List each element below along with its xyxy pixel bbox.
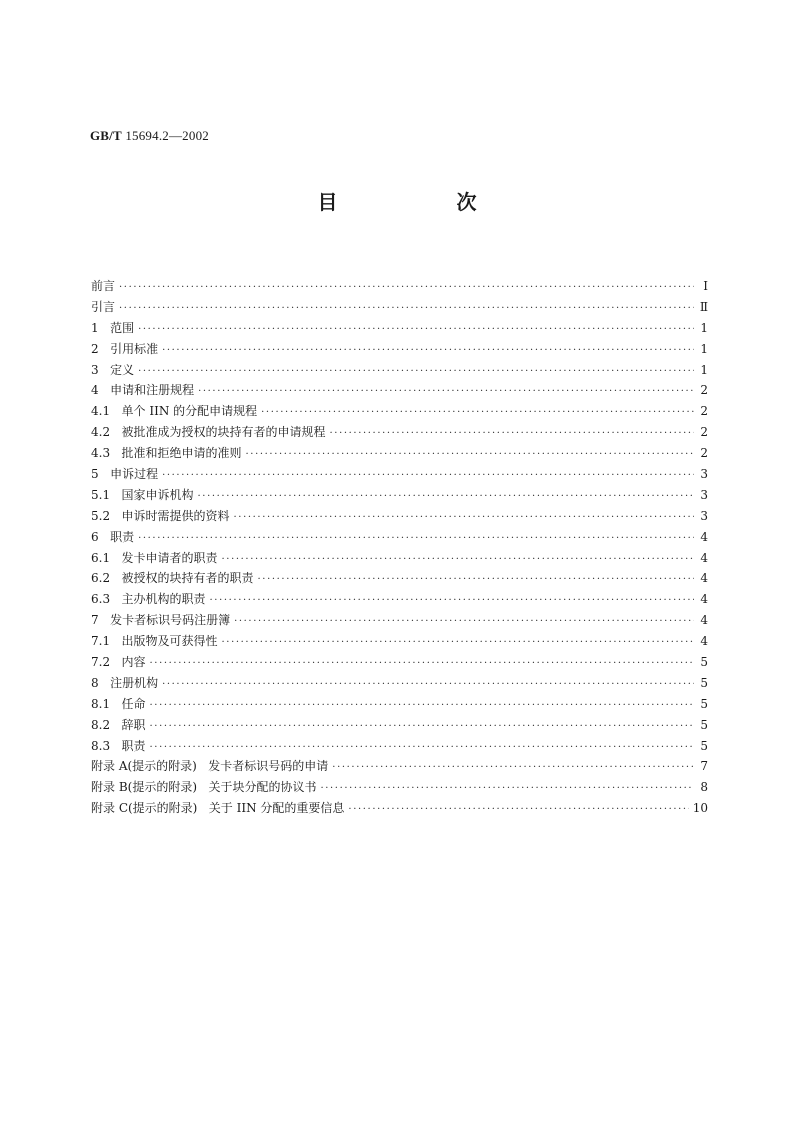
toc-entry-page: 4 bbox=[700, 592, 708, 607]
table-of-contents bbox=[91, 276, 708, 819]
standard-prefix: GB/T bbox=[90, 128, 122, 143]
toc-entry-label: 附录 B(提示的附录) 关于块分配的协议书 bbox=[91, 780, 317, 795]
toc-entry[interactable] bbox=[91, 485, 708, 506]
toc-entry-label: 7.1 出版物及可获得性 bbox=[91, 634, 218, 649]
toc-leader-dots bbox=[222, 550, 694, 571]
toc-entry-page: 4 bbox=[700, 634, 708, 649]
standard-number: 15694.2—2002 bbox=[125, 128, 209, 143]
toc-entry-label: 2 引用标准 bbox=[91, 341, 159, 356]
toc-entry-label: 6.2 被授权的块持有者的职责 bbox=[91, 571, 254, 586]
toc-leader-dots bbox=[258, 570, 694, 591]
toc-leader-dots bbox=[150, 696, 694, 717]
toc-entry-page: 5 bbox=[700, 738, 708, 753]
toc-leader-dots bbox=[222, 633, 694, 654]
toc-leader-dots bbox=[150, 738, 694, 759]
toc-leader-dots bbox=[119, 299, 694, 320]
toc-entry-label: 4 申请和注册规程 bbox=[91, 383, 195, 398]
toc-entry-label: 附录 A(提示的附录) 发卡者标识号码的申请 bbox=[91, 759, 329, 774]
toc-entry-label: 附录 C(提示的附录) 关于 IIN 分配的重要信息 bbox=[91, 801, 345, 816]
toc-entry[interactable] bbox=[91, 568, 708, 589]
toc-leader-dots bbox=[330, 424, 694, 445]
toc-entry[interactable] bbox=[91, 652, 708, 673]
toc-entry[interactable] bbox=[91, 756, 708, 777]
toc-entry[interactable] bbox=[91, 589, 708, 610]
toc-entry[interactable] bbox=[91, 339, 708, 360]
toc-leader-dots bbox=[138, 529, 694, 550]
toc-entry[interactable] bbox=[91, 694, 708, 715]
toc-leader-dots bbox=[332, 758, 694, 779]
toc-entry-label: 5.2 申诉时需提供的资料 bbox=[91, 508, 230, 523]
toc-entry[interactable] bbox=[91, 276, 708, 297]
toc-entry[interactable] bbox=[91, 610, 708, 631]
toc-entry-page: 2 bbox=[700, 383, 708, 398]
toc-leader-dots bbox=[210, 591, 694, 612]
toc-entry-label: 6 职责 bbox=[91, 529, 135, 544]
toc-entry[interactable] bbox=[91, 360, 708, 381]
toc-entry-page: 3 bbox=[700, 508, 708, 523]
toc-entry-page: 2 bbox=[700, 446, 708, 461]
toc-entry-page: 4 bbox=[700, 550, 708, 565]
toc-entry-page: 1 bbox=[700, 341, 708, 356]
toc-entry-page: 10 bbox=[692, 801, 708, 816]
toc-leader-dots bbox=[234, 612, 694, 633]
toc-entry[interactable] bbox=[91, 777, 708, 798]
toc-entry-label: 8.2 辞职 bbox=[91, 717, 146, 732]
toc-entry-page: 1 bbox=[700, 362, 708, 377]
toc-entry[interactable] bbox=[91, 464, 708, 485]
toc-entry-label: 5.1 国家申诉机构 bbox=[91, 487, 194, 502]
toc-leader-dots bbox=[150, 654, 694, 675]
toc-entry-page: I bbox=[703, 279, 708, 293]
toc-entry-label: 前言 bbox=[91, 279, 116, 293]
toc-entry-label: 7.2 内容 bbox=[91, 655, 146, 670]
toc-leader-dots bbox=[138, 362, 694, 383]
toc-title: 目 次 bbox=[317, 190, 533, 214]
toc-entry-page: 1 bbox=[700, 320, 708, 335]
toc-entry[interactable] bbox=[91, 548, 708, 569]
toc-entry-page: 8 bbox=[700, 780, 708, 795]
toc-entry-label: 4.3 批准和拒绝申请的准则 bbox=[91, 446, 242, 461]
toc-entry[interactable] bbox=[91, 798, 708, 819]
toc-entry[interactable] bbox=[91, 673, 708, 694]
toc-leader-dots bbox=[162, 341, 694, 362]
toc-entry[interactable] bbox=[91, 401, 708, 422]
toc-leader-dots bbox=[119, 278, 694, 299]
toc-entry-label: 8.3 职责 bbox=[91, 738, 146, 753]
toc-leader-dots bbox=[198, 487, 694, 508]
toc-entry[interactable] bbox=[91, 715, 708, 736]
toc-entry-label: 1 范围 bbox=[91, 320, 135, 335]
toc-entry-label: 4.1 单个 IIN 的分配申请规程 bbox=[91, 404, 258, 419]
toc-entry[interactable] bbox=[91, 297, 708, 318]
toc-leader-dots bbox=[348, 800, 688, 821]
toc-entry-page: 2 bbox=[700, 425, 708, 440]
toc-leader-dots bbox=[246, 445, 694, 466]
toc-entry[interactable] bbox=[91, 422, 708, 443]
toc-entry-page: 2 bbox=[700, 404, 708, 419]
toc-entry-page: 5 bbox=[700, 655, 708, 670]
standard-code bbox=[90, 128, 209, 144]
toc-entry[interactable] bbox=[91, 736, 708, 757]
toc-leader-dots bbox=[261, 403, 694, 424]
toc-entry-page: 4 bbox=[700, 571, 708, 586]
toc-entry[interactable] bbox=[91, 318, 708, 339]
toc-entry-label: 6.3 主办机构的职责 bbox=[91, 592, 206, 607]
toc-leader-dots bbox=[162, 675, 694, 696]
toc-entry-label: 4.2 被批准成为授权的块持有者的申请规程 bbox=[91, 425, 326, 440]
toc-entry-page: 3 bbox=[700, 467, 708, 482]
toc-entry-page: 4 bbox=[700, 613, 708, 628]
toc-entry-page: 5 bbox=[700, 675, 708, 690]
toc-entry-page: 4 bbox=[700, 529, 708, 544]
toc-entry-label: 引言 bbox=[91, 299, 116, 314]
toc-entry-label: 3 定义 bbox=[91, 362, 135, 377]
toc-entry[interactable] bbox=[91, 527, 708, 548]
toc-leader-dots bbox=[138, 320, 694, 341]
toc-entry[interactable] bbox=[91, 506, 708, 527]
toc-entry[interactable] bbox=[91, 443, 708, 464]
toc-entry-label: 6.1 发卡申请者的职责 bbox=[91, 550, 218, 565]
toc-leader-dots bbox=[162, 466, 694, 487]
toc-entry-page: 5 bbox=[700, 696, 708, 711]
toc-leader-dots bbox=[150, 717, 694, 738]
toc-leader-dots bbox=[198, 382, 694, 403]
toc-entry-page: 5 bbox=[700, 717, 708, 732]
toc-entry[interactable] bbox=[91, 380, 708, 401]
toc-entry-page: 3 bbox=[700, 487, 708, 502]
toc-entry-label: 5 申诉过程 bbox=[91, 467, 159, 482]
toc-entry-label: 8.1 任命 bbox=[91, 696, 146, 711]
toc-leader-dots bbox=[320, 779, 694, 800]
toc-entry-label: 7 发卡者标识号码注册簿 bbox=[91, 613, 231, 628]
toc-entry-page: 7 bbox=[700, 759, 708, 774]
toc-entry[interactable] bbox=[91, 631, 708, 652]
toc-leader-dots bbox=[234, 508, 694, 529]
toc-entry-page: Ⅱ bbox=[699, 299, 708, 314]
toc-entry-label: 8 注册机构 bbox=[91, 675, 159, 690]
